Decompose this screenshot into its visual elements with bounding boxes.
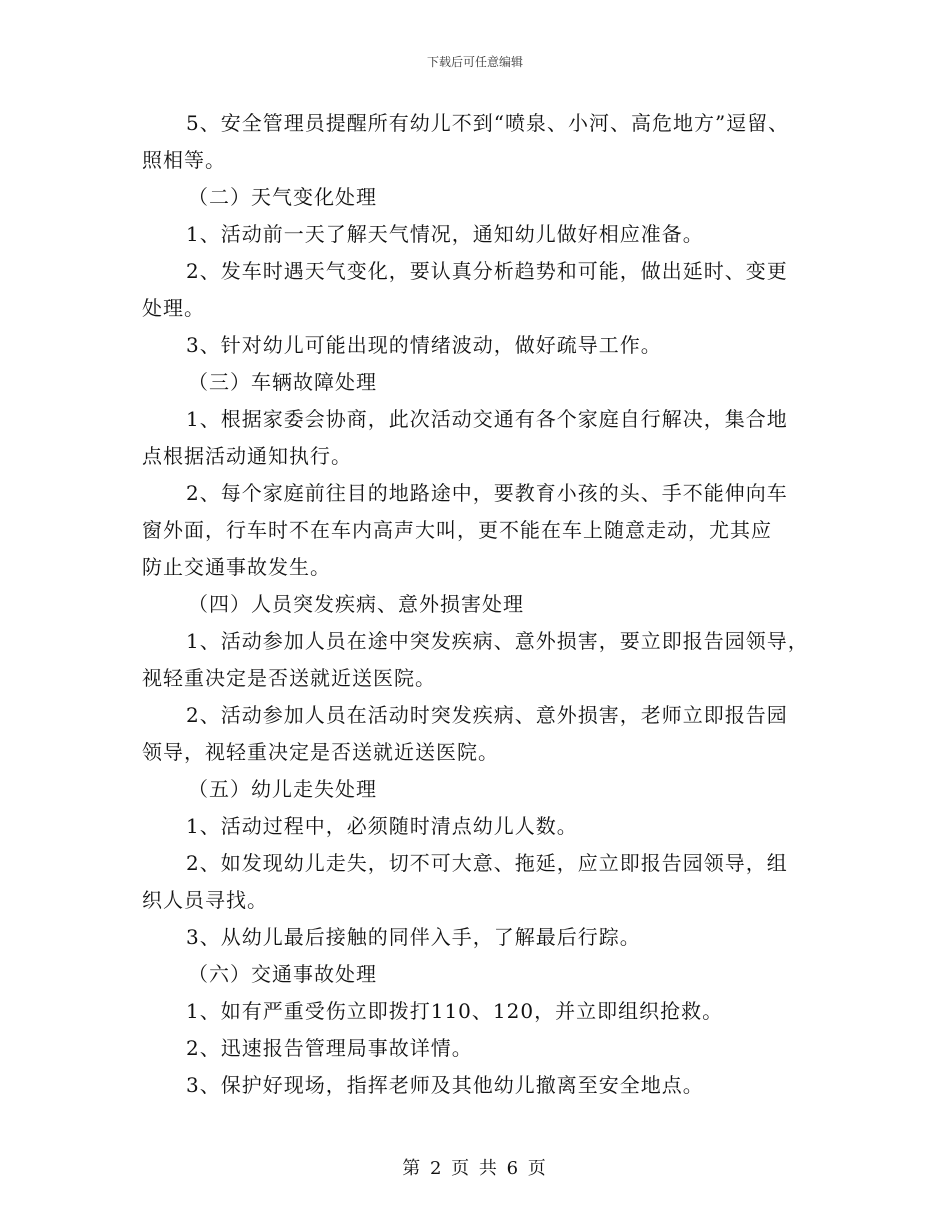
body-line: 2、活动参加人员在活动时突发疾病、意外损害，老师立即报告园 [186,703,788,727]
section-heading: （四）人员突发疾病、意外损害处理 [188,592,524,616]
header-note: 下载后可任意编辑 [426,55,523,69]
body-line: 织人员寻找。 [142,888,268,912]
page-footer: 第 2 页 共 6 页 [402,1158,548,1179]
section-heading: （三）车辆故障处理 [188,370,377,394]
body-line: 窗外面，行车时不在车内高声大叫，更不能在车上随意走动，尤其应 [142,518,772,542]
section-heading: （六）交通事故处理 [188,962,377,986]
body-line: 照相等。 [142,148,226,172]
body-line: 1、活动前一天了解天气情况，通知幼儿做好相应准备。 [186,222,704,246]
body-line: 2、如发现幼儿走失，切不可大意、拖延，应立即报告园领导，组 [186,851,788,875]
document-body [142,105,810,1104]
section-heading: （二）天气变化处理 [188,185,377,209]
body-line: 2、迅速报告管理局事故详情。 [186,1036,473,1060]
body-line: 2、每个家庭前往目的地路途中，要教育小孩的头、手不能伸向车 [186,481,788,505]
body-line: 3、保护好现场，指挥老师及其他幼儿撤离至安全地点。 [186,1073,704,1097]
body-line: 1、根据家委会协商，此次活动交通有各个家庭自行解决，集合地 [186,407,788,431]
body-line: 3、从幼儿最后接触的同伴入手，了解最后行踪。 [186,925,641,949]
section-heading: （五）幼儿走失处理 [188,777,377,801]
body-line: 3、针对幼儿可能出现的情绪波动，做好疏导工作。 [186,333,662,357]
body-line: 1、活动参加人员在途中突发疾病、意外损害，要立即报告园领导， [186,629,809,653]
body-line: 领导，视轻重决定是否送就近送医院。 [142,740,499,764]
body-line: 视轻重决定是否送就近送医院。 [142,666,436,690]
body-line: 防止交通事故发生。 [142,555,331,579]
body-line: 处理。 [142,296,205,320]
body-line: 1、活动过程中，必须随时清点幼儿人数。 [186,814,578,838]
body-line: 1、如有严重受伤立即拨打110、120，并立即组织抢救。 [186,999,724,1023]
body-line: 点根据活动通知执行。 [142,444,352,468]
body-line: 2、发车时遇天气变化，要认真分析趋势和可能，做出延时、变更 [186,259,788,283]
body-line: 5、安全管理员提醒所有幼儿不到“喷泉、小河、高危地方”逗留、 [186,111,790,135]
